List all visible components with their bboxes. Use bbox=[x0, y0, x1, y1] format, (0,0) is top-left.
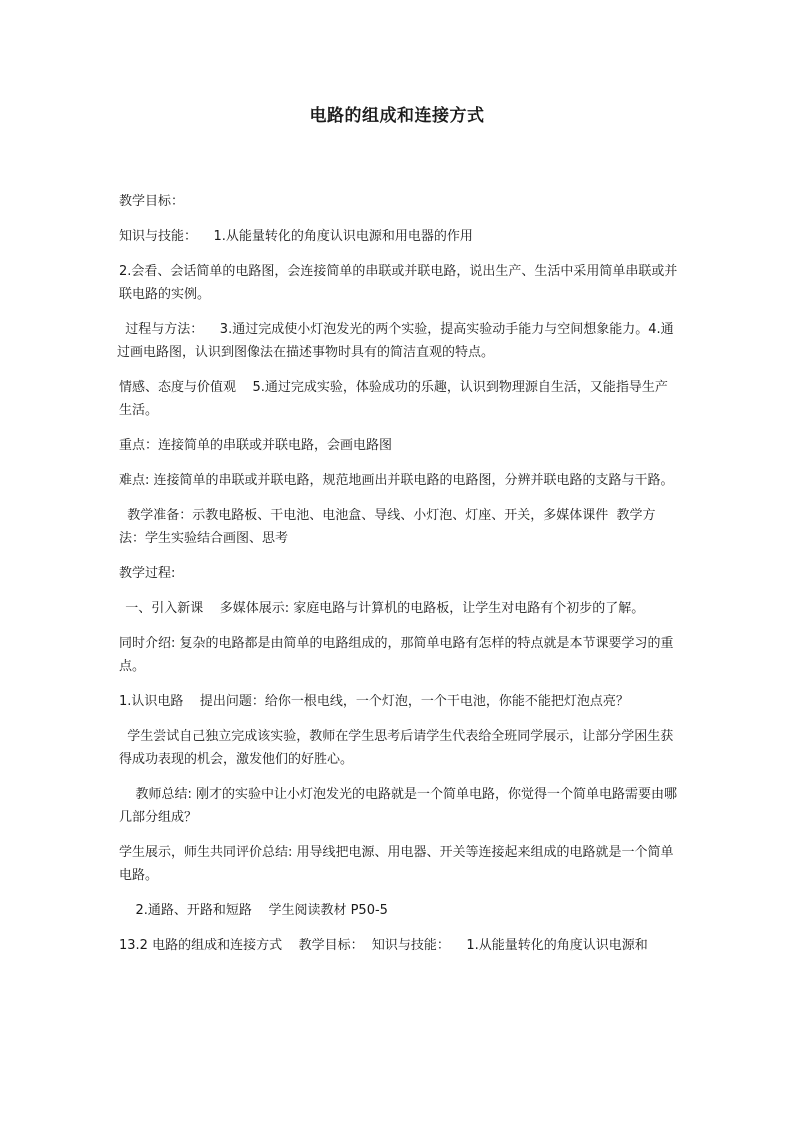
paragraph-student-attempt: 学生尝试自己独立完成该实验，教师在学生思考后请学生代表给全班同学展示，让部分学困生获得成功表现的机会，激发他们的好胜心。 bbox=[119, 729, 674, 767]
document-body bbox=[119, 190, 679, 969]
paragraph-key-point: 重点：连接简单的串联或并联电路，会画电路图 bbox=[119, 438, 393, 453]
paragraph-section-repeat: 13.2 电路的组成和连接方式 教学目标： 知识与技能： 1.从能量转化的角度认识电源和 bbox=[119, 938, 648, 953]
paragraph-emotions-values: 情感、态度与价值观 5.通过完成实验，体验成功的乐趣，认识到物理源自生活，又能指导生产生活。 bbox=[119, 380, 668, 418]
paragraph-teaching-preparation: 教学准备：示教电路板、干电池、电池盒、导线、小灯泡、灯座、开关，多媒体课件 教学方法：学生实验结合画图、思考 bbox=[119, 508, 656, 546]
paragraph-process-methods: 过程与方法： 3.通过完成使小灯泡发光的两个实验，提高实验动手能力与空间想象能力。4.通过画电路图，认识到图像法在描述事物时具有的简洁直观的特点。 bbox=[117, 322, 674, 360]
paragraph-knowledge-skills: 知识与技能： 1.从能量转化的角度认识电源和用电器的作用 bbox=[119, 229, 473, 244]
paragraph-path-open-short: 2.通路、开路和短路 学生阅读教材 P50-5 bbox=[119, 903, 388, 918]
paragraph-circuit-diagram-goal: 2.会看、会话简单的电路图，会连接简单的串联或并联电路，说出生产、生活中采用简单串联或并联电路的实例。 bbox=[119, 264, 678, 302]
paragraph-simultaneous-intro: 同时介绍: 复杂的电路都是由简单的电路组成的，那简单电路有怎样的特点就是本节课要学习的重点。 bbox=[119, 636, 674, 674]
paragraph-objectives-heading: 教学目标： bbox=[119, 194, 185, 209]
paragraph-understand-circuit: 1.认识电路 提出问题：给你一根电线，一个灯泡，一个干电池，你能不能把灯泡点亮？ bbox=[119, 694, 629, 709]
paragraph-introduction: 一、引入新课 多媒体展示: 家庭电路与计算机的电路板，让学生对电路有个初步的了解。 bbox=[117, 601, 645, 616]
document-title: 电路的组成和连接方式 bbox=[309, 106, 485, 126]
paragraph-teaching-process-heading: 教学过程: bbox=[119, 566, 176, 581]
paragraph-difficult-point: 难点: 连接简单的串联或并联电路，规范地画出并联电路的电路图，分辨并联电路的支路与干路。 bbox=[119, 473, 674, 488]
paragraph-student-display: 学生展示，师生共同评价总结: 用导线把电源、用电器、开关等连接起来组成的电路就是一个简单电路。 bbox=[119, 845, 674, 883]
paragraph-teacher-summary: 教师总结: 刚才的实验中让小灯泡发光的电路就是一个简单电路，你觉得一个简单电路需要由哪几部分组成？ bbox=[119, 787, 678, 825]
